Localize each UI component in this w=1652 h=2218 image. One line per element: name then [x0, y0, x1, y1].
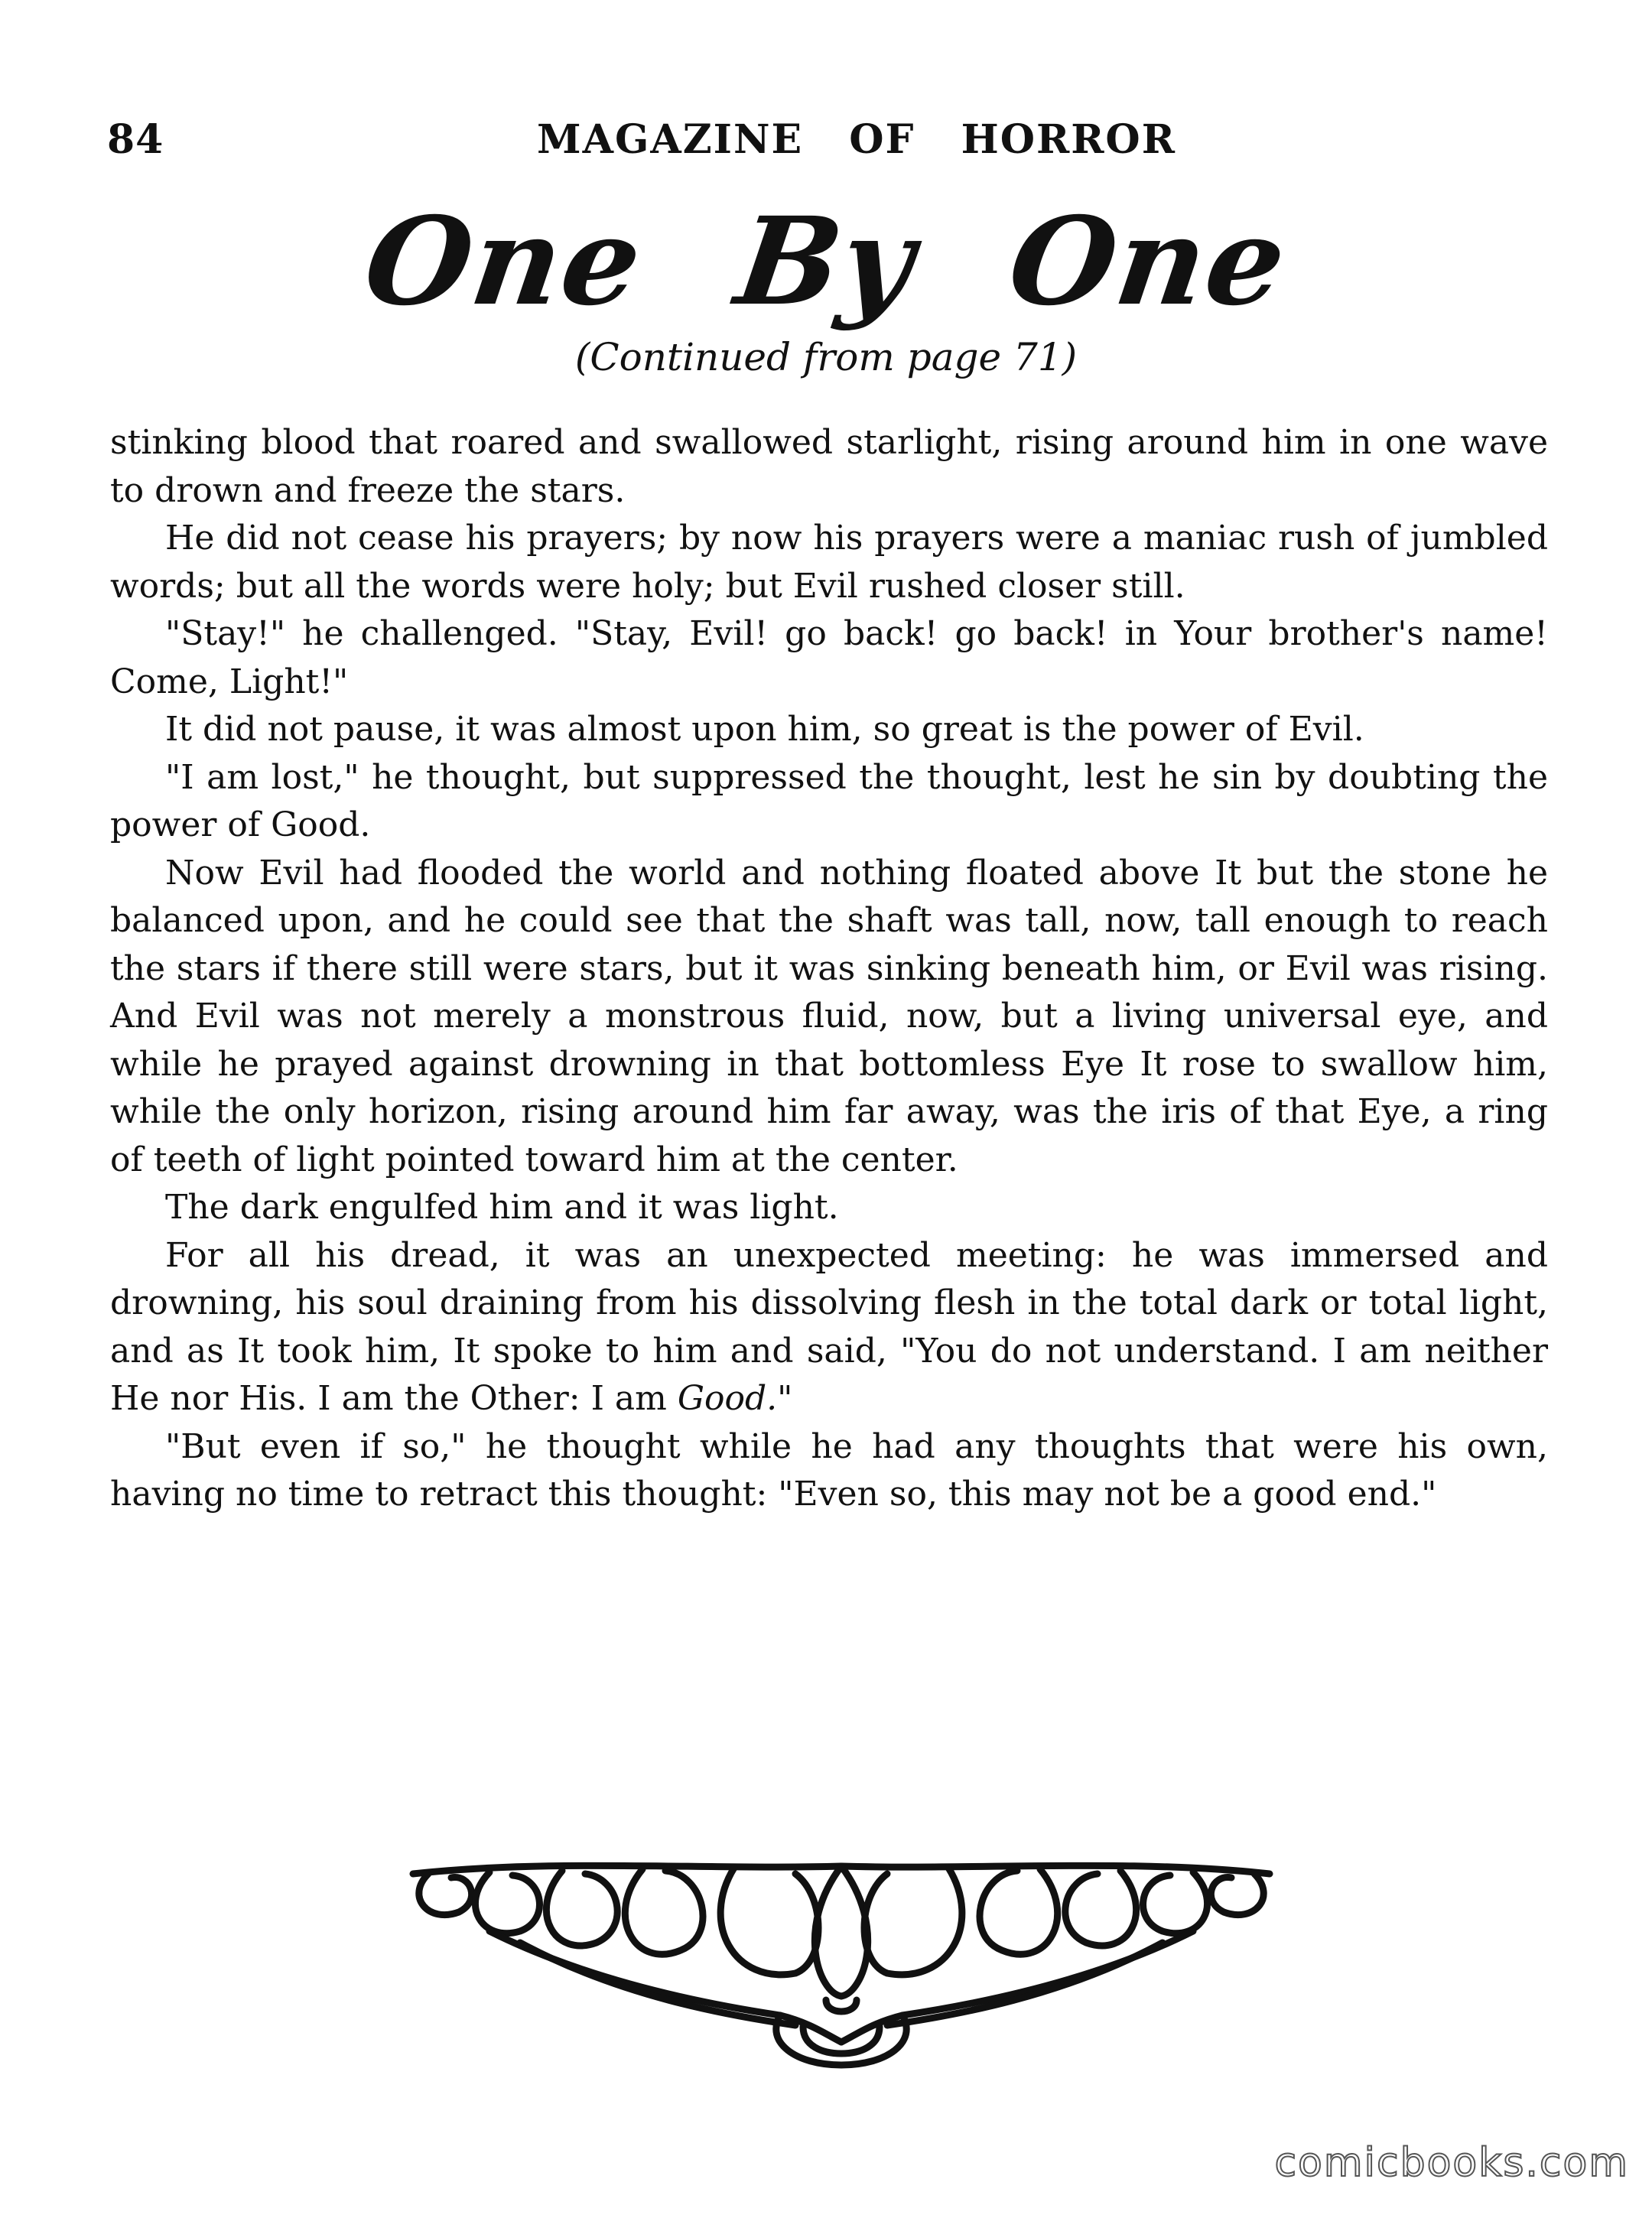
paragraph: "I am lost," he thought, but suppressed the thought, lest he sin by doubting the power of Good. [110, 757, 1548, 844]
paragraph: The dark engulfed him and it was light. [165, 1188, 839, 1227]
art-nouveau-loop-ornament-icon [398, 1851, 1285, 2073]
page-number: 84 [107, 116, 164, 163]
paragraph: He did not cease his prayers; by now his prayers were a maniac rush of jumbled words; but all the words were holy; but Evil rushed closer still. [110, 519, 1548, 606]
paragraph-text: For all his dread, it was an unexpected meeting: he was immersed and drowning, his soul draining from his dissolving flesh in the total dark or total light, and as It took him, It spoke to him and said, "You do not understand. I am neither He nor His. I am the Other: I am [110, 1235, 1548, 1418]
watermark: comicbooks.com [1274, 2140, 1629, 2186]
paragraph: "But even if so," he thought while he had any thoughts that were his own, having no time to retract this thought: "Even so, this may not be a good end." [110, 1426, 1548, 1514]
paragraph [110, 1232, 1548, 1423]
paragraph: Now Evil had flooded the world and nothing floated above It but the stone he balanced upon, and he could see that the shaft was tall, now, tall enough to reach the stars if there still were stars, but it was sinking beneath him, or Evil was rising. And Evil was not merely a monstrous fluid, now, but a living universal eye, and while he prayed against drowning in that bottomless Eye It rose to swallow him, while the only horizon, rising around him far away, was the iris of that Eye, a ring of teeth of light pointed toward him at the center. [110, 853, 1548, 1179]
story-title: One By One [356, 191, 1296, 333]
paragraph: "Stay!" he challenged. "Stay, Evil! go back! go back! in Your brother's name! Come, Light!" [110, 614, 1548, 701]
story-body [110, 419, 1548, 1519]
continued-note: (Continued from page 71) [574, 335, 1078, 379]
paragraph: stinking blood that roared and swallowed starlight, rising around him in one wave to drown and freeze the stars. [110, 423, 1548, 510]
emphasis-word: Good." [677, 1379, 793, 1418]
magazine-title: MAGAZINE OF HORROR [537, 116, 1176, 163]
paragraph: It did not pause, it was almost upon him, so great is the power of Evil. [165, 710, 1364, 749]
page-header [107, 116, 1545, 170]
